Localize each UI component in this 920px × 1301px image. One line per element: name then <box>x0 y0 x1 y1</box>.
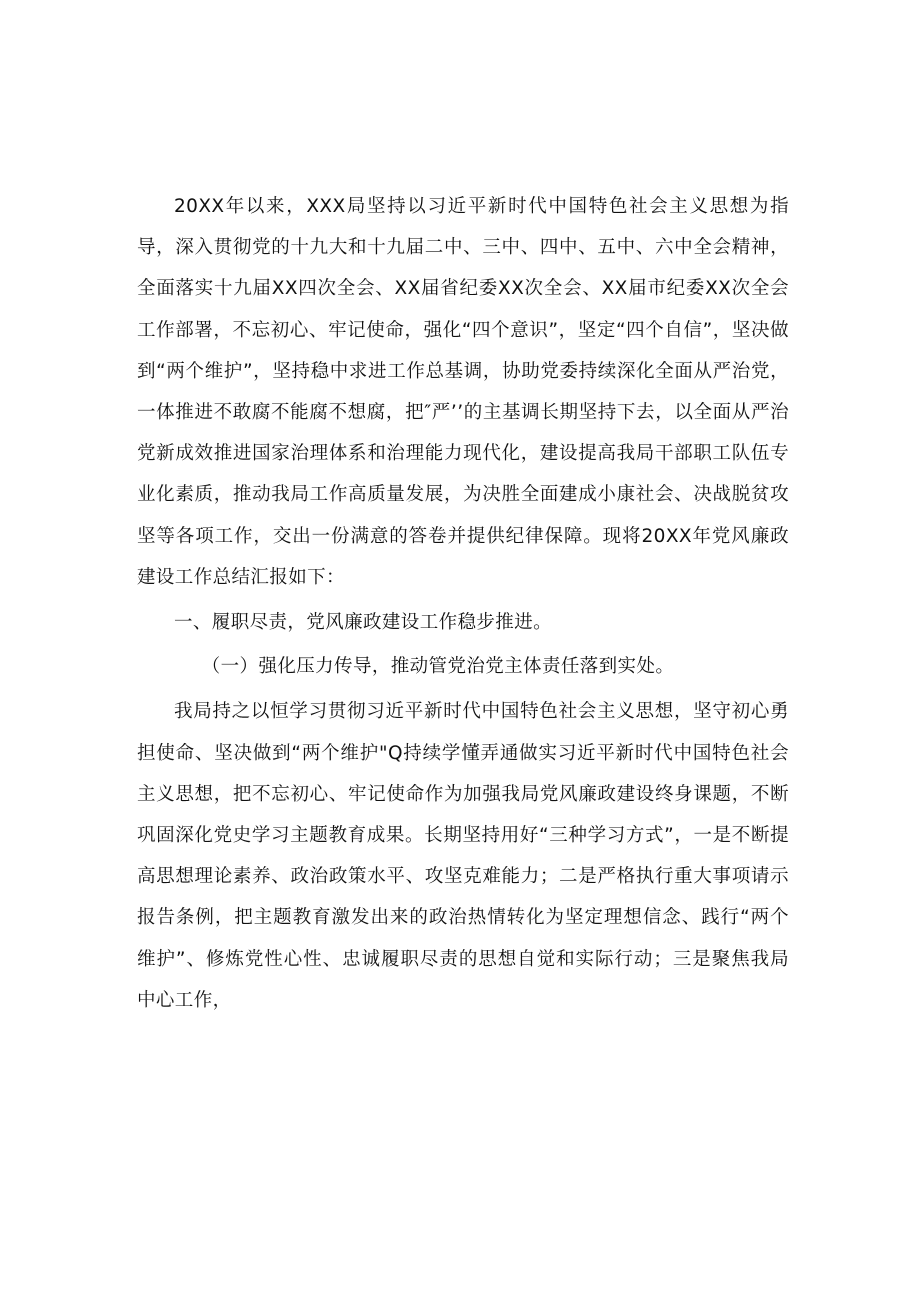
body-paragraph: 我局持之以恒学习贯彻习近平新时代中国特色社会主义思想，坚守初心勇担使命、坚决做到“两个维护"Q持续学懂弄通做实习近平新时代中国特色社会主义思想，把不忘初心、牢记使命作为加强我局党风廉政建设终身课题，不断巩固深化党史学习主题教育成果。长期坚持用好“三种学习方式”，一是不断提高思想理论素养、政治政策水平、攻坚克难能力；二是严格执行重大事项请示报告条例，把主题教育激发出来的政治热情转化为坚定理想信念、践行“两个维护”、修炼党性心性、忠诚履职尽责的思想自觉和实际行动；三是聚焦我局中心工作， <box>137 701 789 1011</box>
subsection-heading: （一）强化压力传导，推动管党治党主体责任落到实处。 <box>201 656 675 678</box>
document-body <box>137 186 789 1021</box>
intro-paragraph: 20XX年以来，XXX局坚持以习近平新时代中国特色社会主义思想为指导，深入贯彻党的十九大和十九届二中、三中、四中、五中、六中全会精神，全面落实十九届XX四次全会、XX届省纪委XX次全会、XX届市纪委XX次全会工作部署，不忘初心、牢记使命，强化“四个意识”，坚定“四个自信”，坚决做到“两个维护”，坚持稳中求进工作总基调，协助党委持续深化全面从严治党，一体推进不敢腐不能腐不想腐，把″严’’的主基调长期坚持下去，以全面从严治党新成效推进国家治理体系和治理能力现代化，建设提高我局干部职工队伍专业化素质，推动我局工作高质量发展，为决胜全面建成小康社会、决战脱贫攻坚等各项工作，交出一份满意的答卷并提供纪律保障。现将20XX年党风廉政建设工作总结汇报如下： <box>137 196 789 588</box>
section-heading: 一、履职尽责，党风廉政建设工作稳步推进。 <box>174 612 553 634</box>
